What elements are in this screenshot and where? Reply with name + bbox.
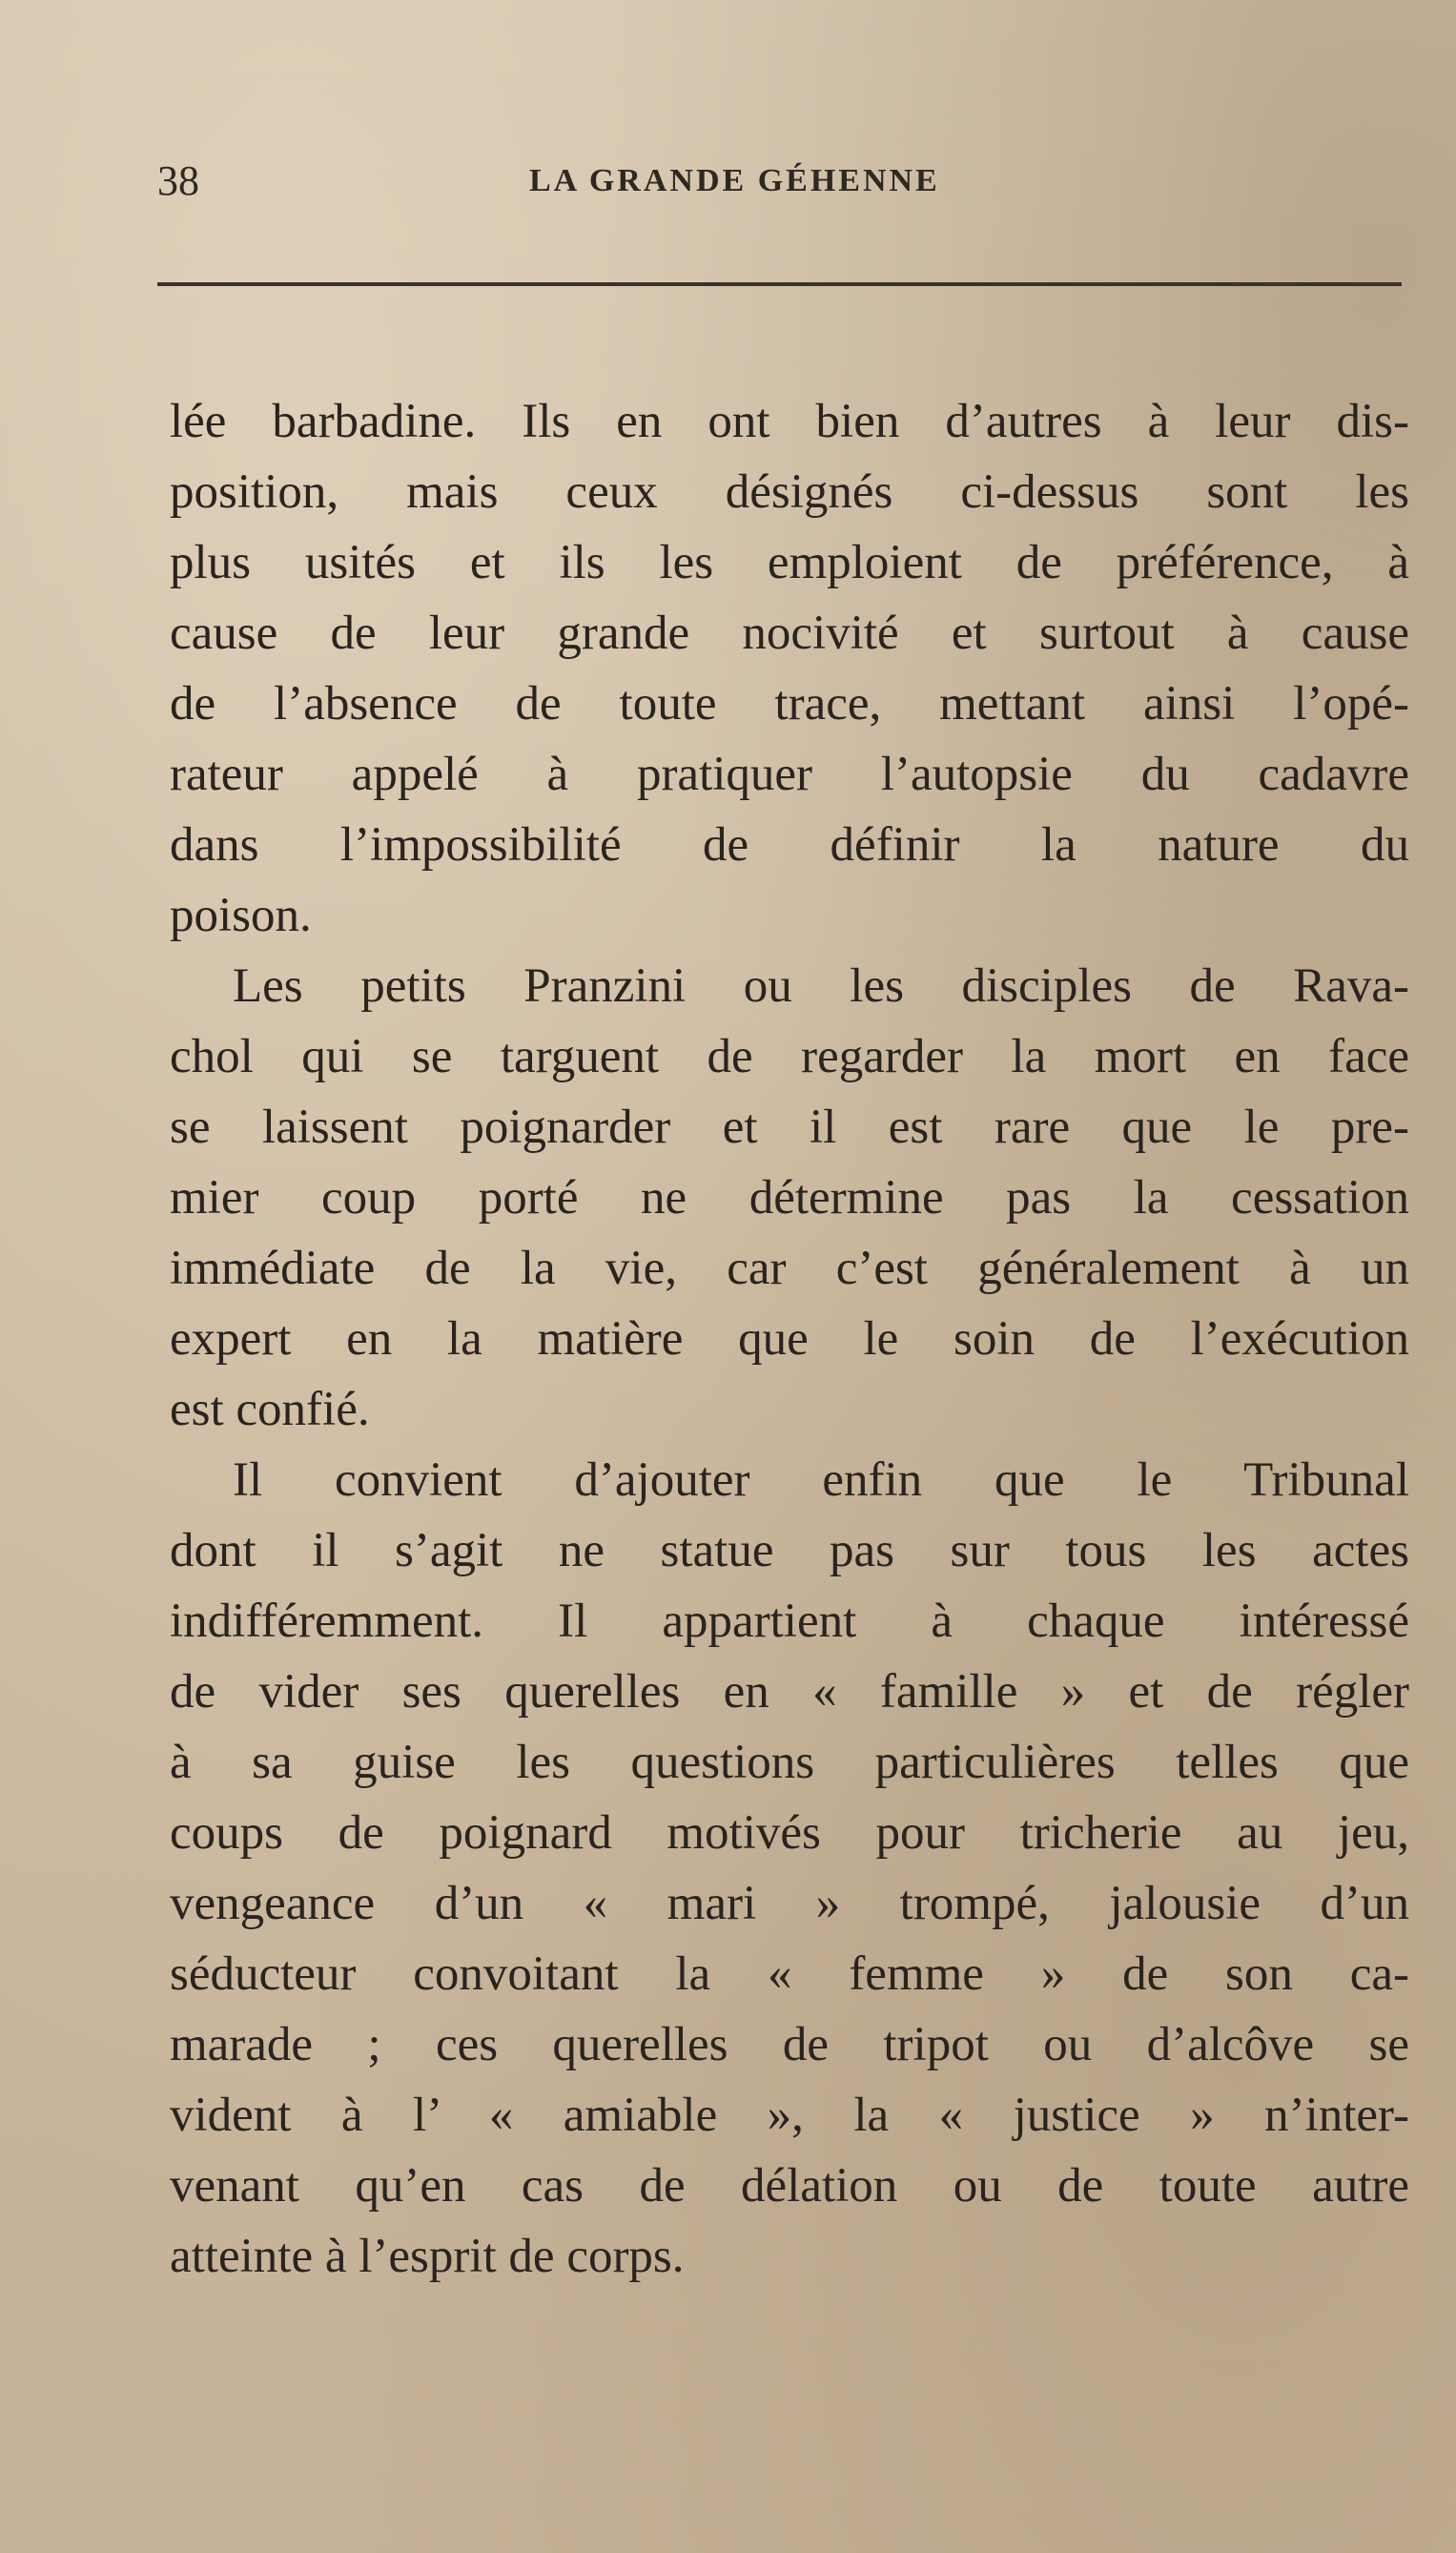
text-line: lée barbadine. Ils en ont bien d’autres à leur dis- [170, 395, 1409, 448]
text-line: Les petits Pranzini ou les disciples de Rava- [233, 959, 1409, 1013]
text-line: de vider ses querelles en « famille » et de régler [170, 1665, 1409, 1719]
text-line: venant qu’en cas de délation ou de toute autre [170, 2159, 1409, 2213]
body-text [170, 386, 1409, 2292]
text-line: de l’absence de toute trace, mettant ainsi l’opé- [170, 677, 1409, 731]
text-line: position, mais ceux désignés ci-dessus sont les [170, 465, 1409, 519]
text-line: vident à l’ « amiable », la « justice » n’inter- [170, 2089, 1409, 2142]
text-line: rateur appelé à pratiquer l’autopsie du cadavre [170, 748, 1409, 801]
text-line: coups de poignard motivés pour tricherie au jeu, [170, 1806, 1409, 1860]
text-line: atteinte à l’esprit de corps. [170, 2230, 685, 2283]
text-line: dans l’impossibilité de définir la nature du [170, 818, 1409, 872]
text-line: indifféremment. Il appartient à chaque intéressé [170, 1595, 1409, 1648]
text-line: chol qui se targuent de regarder la mort en face [170, 1030, 1409, 1083]
text-line: à sa guise les questions particulières telles que [170, 1736, 1409, 1789]
text-line: séducteur convoitant la « femme » de son ca- [170, 1947, 1409, 2001]
text-line: Il convient d’ajouter enfin que le Tribunal [233, 1453, 1409, 1507]
text-line: est confié. [170, 1383, 370, 1436]
header-rule [157, 282, 1402, 286]
text-line: dont il s’agit ne statue pas sur tous les actes [170, 1524, 1409, 1577]
text-line: cause de leur grande nocivité et surtout à cause [170, 607, 1409, 660]
page-number: 38 [157, 157, 199, 204]
text-line: expert en la matière que le soin de l’exécution [170, 1312, 1409, 1366]
text-line: mier coup porté ne détermine pas la cessation [170, 1171, 1409, 1225]
text-line: immédiate de la vie, car c’est généralement à un [170, 1242, 1409, 1295]
running-head [157, 153, 1406, 210]
text-line: plus usités et ils les emploient de préférence, à [170, 536, 1409, 589]
text-line: vengeance d’un « mari » trompé, jalousie d’un [170, 1877, 1409, 1930]
text-line: se laissent poignarder et il est rare que le pre- [170, 1101, 1409, 1154]
running-title: LA GRANDE GÉHENNE [529, 163, 940, 198]
text-line: marade ; ces querelles de tripot ou d’alcôve se [170, 2018, 1409, 2071]
text-line: poison. [170, 889, 312, 942]
